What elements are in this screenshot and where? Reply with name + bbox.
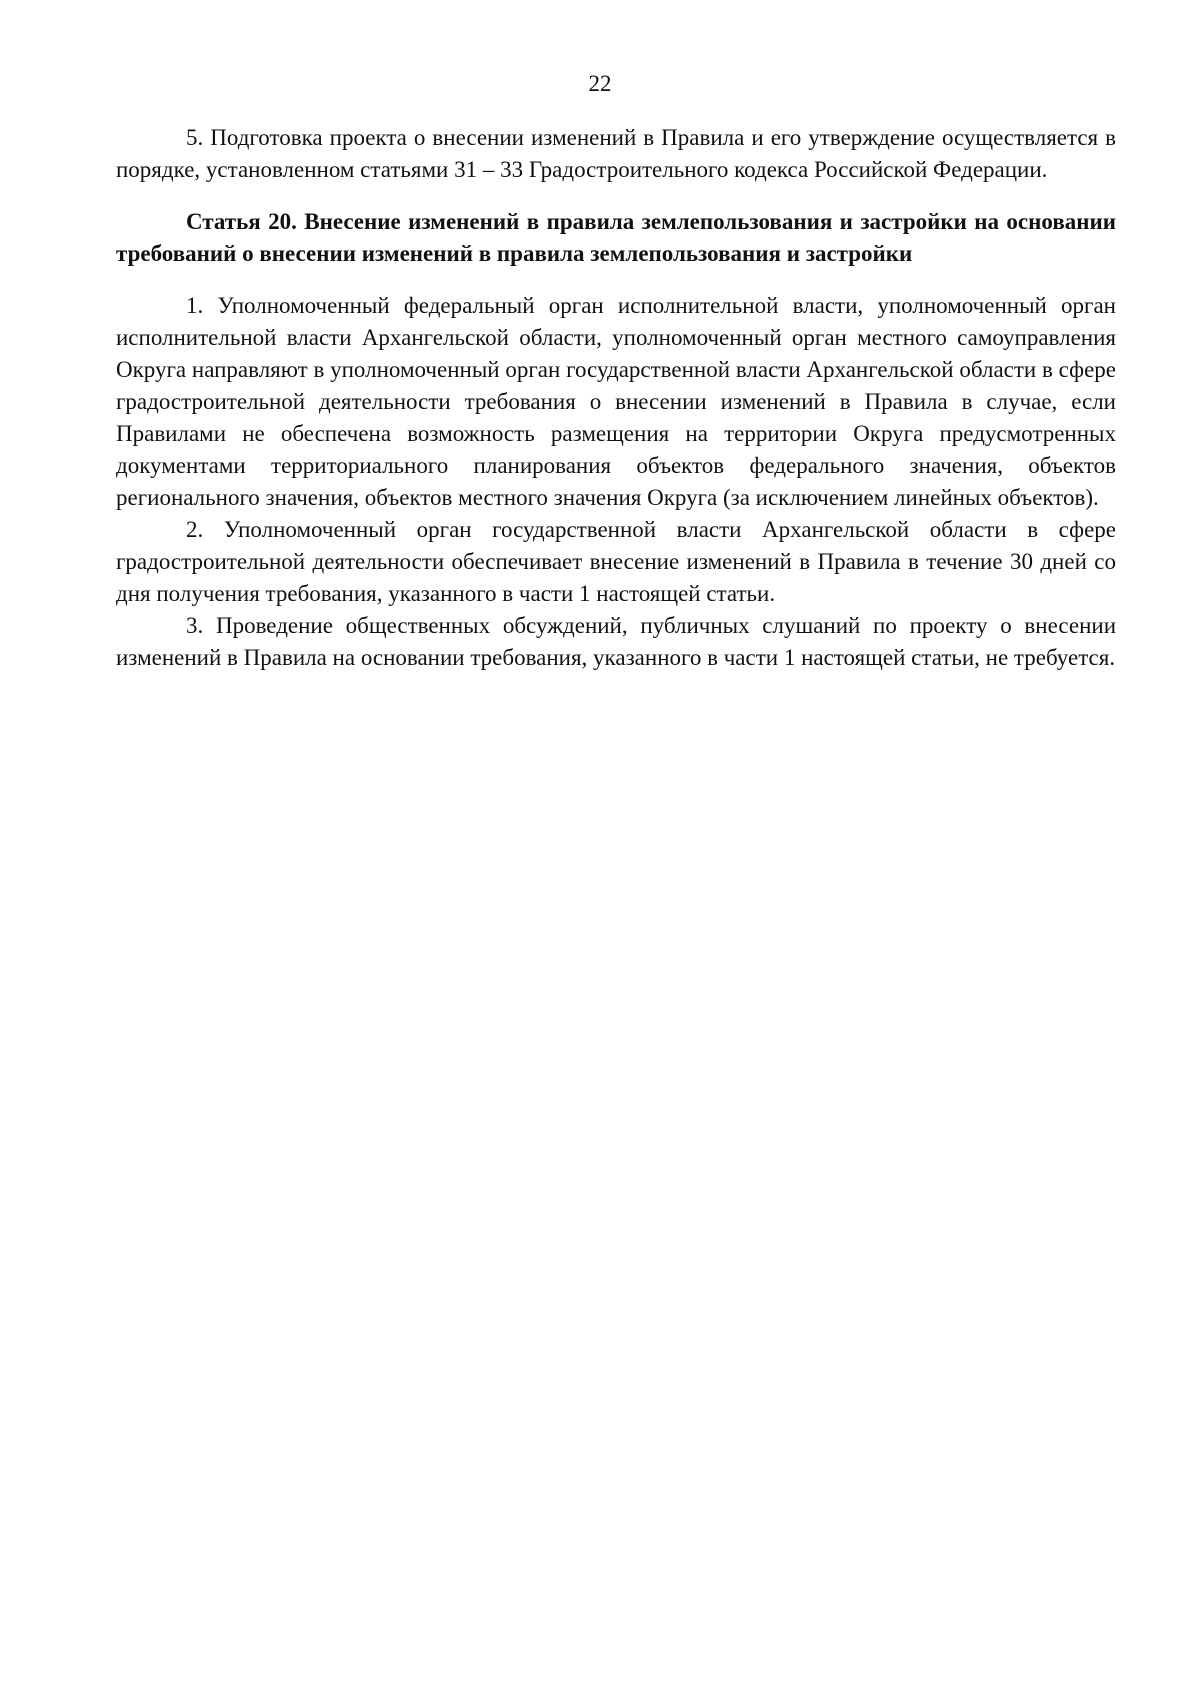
document-body xyxy=(116,122,1116,674)
article-paragraph-3: 3. Проведение общественных обсуждений, публичных слушаний по проекту о внесении изменений в Правила на основании требования, указанного в части 1 настоящей статьи, не требуется. xyxy=(116,613,1116,670)
article-heading: Статья 20. Внесение изменений в правила землепользования и застройки на основании требований о внесении изменений в правила землепользования и застройки xyxy=(116,209,1116,266)
paragraph-5: 5. Подготовка проекта о внесении изменений в Правила и его утверждение осуществляется в порядке, установленном статьями 31 – 33 Градостроительного кодекса Российской Федерации. xyxy=(116,125,1116,182)
article-paragraph-1: 1. Уполномоченный федеральный орган исполнительной власти, уполномоченный орган исполнительной власти Архангельской области, уполномоченный орган местного самоуправления Округа направляют в уполномоченный орган государственной власти Архангельской области в сфере градостроительной деятельности требования о внесении изменений в Правила в случае, если Правилами не обеспечена возможность размещения на территории Округа предусмотренных документами территориального планирования объектов федерального значения, объектов регионального значения, объектов местного значения Округа (за исключением линейных объектов). xyxy=(116,293,1116,510)
page-number: 22 xyxy=(588,71,612,96)
article-paragraph-2: 2. Уполномоченный орган государственной власти Архангельской области в сфере градостроительной деятельности обеспечивает внесение изменений в Правила в течение 30 дней со дня получения требования, указанного в части 1 настоящей статьи. xyxy=(116,517,1116,606)
